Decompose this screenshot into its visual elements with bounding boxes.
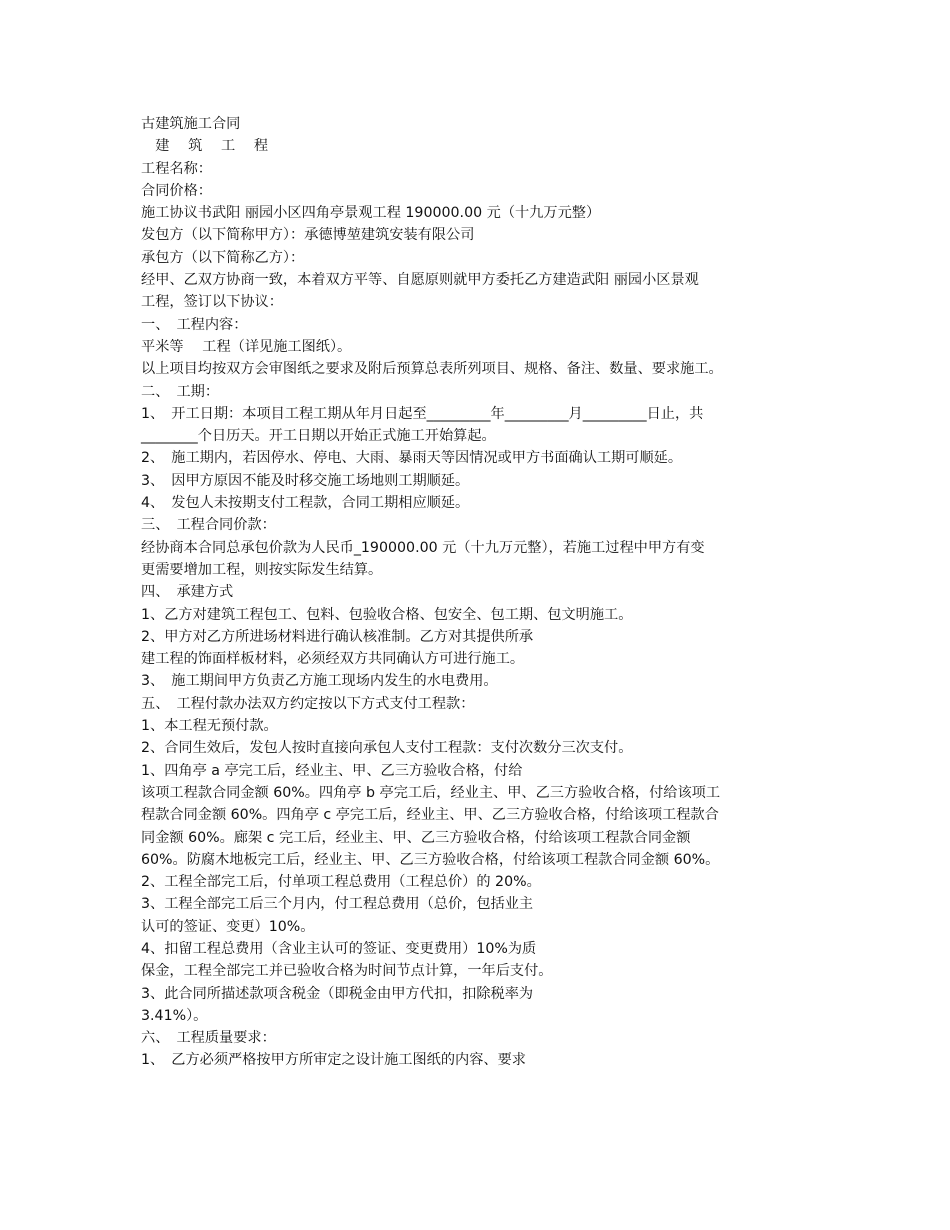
- text-line: 2、甲方对乙方所进场材料进行确认核准制。乙方对其提供所承: [141, 628, 534, 645]
- text-line: 1、 开工日期：本项目工程工期从年月日起至_________年_________月_________日止，共: [141, 405, 704, 422]
- document-body: [141, 113, 816, 1072]
- text-line: 60%。防腐木地板完工后，经业主、甲、乙三方验收合格，付给该项工程款合同金额 60%。: [141, 851, 720, 868]
- text-line: 经甲、乙双方协商一致，本着双方平等、自愿原则就甲方委托乙方建造武阳 丽园小区景观: [141, 272, 699, 289]
- text-line: 保金，工程全部完工并已验收合格为时间节点计算，一年后支付。: [141, 963, 553, 980]
- section-heading: 六、 工程质量要求：: [141, 1030, 276, 1047]
- text-line: 3、 因甲方原因不能及时移交施工场地则工期顺延。: [141, 472, 470, 489]
- text-line: 以上项目均按双方会审图纸之要求及附后预算总表所列项目、规格、备注、数量、要求施工。: [141, 361, 723, 378]
- section-heading: 三、 工程合同价款：: [141, 517, 276, 534]
- text-line: 建工程的饰面样板材料，必须经双方共同确认方可进行施工。: [141, 651, 525, 668]
- text-line: 2、工程全部完工后，付单项工程总费用（工程总价）的 20%。: [141, 874, 541, 891]
- document-title: 古建筑施工合同: [141, 116, 241, 132]
- text-line: ________个日历天。开工日期以开始正式施工开始算起。: [141, 428, 496, 445]
- text-line: 程款合同金额 60%。四角亭 c 亭完工后，经业主、甲、乙三方验收合格，付给该项工程款合: [141, 807, 719, 824]
- text-line: 2、 施工期内，若因停水、停电、大雨、暴雨天等因情况或甲方书面确认工期可顺延。: [141, 450, 683, 467]
- text-line: 1、四角亭 a 亭完工后，经业主、甲、乙三方验收合格，付给: [141, 762, 523, 779]
- text-line: 1、乙方对建筑工程包工、包料、包验收合格、包安全、包工期、包文明施工。: [141, 606, 633, 623]
- section-heading: 四、 承建方式: [141, 584, 234, 601]
- text-line: 3、工程全部完工后三个月内，付工程总费用（总价，包括业主: [141, 896, 534, 913]
- text-line: 4、扣留工程总费用（含业主认可的签证、变更费用）10%为质: [141, 940, 537, 957]
- text-line: 经协商本合同总承包价款为人民币_190000.00 元（十九万元整），若施工过程中甲方有变: [141, 539, 705, 556]
- text-line: 施工协议书武阳 丽园小区四角亭景观工程 190000.00 元（十九万元整）: [141, 205, 601, 222]
- text-line: 3、此合同所描述款项含税金（即税金由甲方代扣，扣除税率为: [141, 985, 534, 1002]
- text-line: 承包方（以下简称乙方）：: [141, 249, 305, 266]
- text-line: 工程名称：: [141, 160, 212, 177]
- section-heading: 五、 工程付款办法双方约定按以下方式支付工程款：: [141, 695, 475, 712]
- text-line: 工程，签订以下协议：: [141, 294, 283, 311]
- text-line: 3、 施工期间甲方负责乙方施工现场内发生的水电费用。: [141, 673, 498, 690]
- text-line: 该项工程款合同金额 60%。四角亭 b 亭完工后，经业主、甲、乙三方验收合格，付给该项工: [141, 784, 721, 801]
- text-line: 2、合同生效后，发包人按时直接向承包人支付工程款：支付次数分三次支付。: [141, 740, 633, 757]
- text-line: 合同价格：: [141, 182, 212, 199]
- text-line: 同金额 60%。廊架 c 完工后，经业主、甲、乙三方验收合格，付给该项工程款合同金额: [141, 829, 691, 846]
- text-line: 1、本工程无预付款。: [141, 718, 278, 735]
- text-line: 1、 乙方必须严格按甲方所审定之设计施工图纸的内容、要求: [141, 1052, 526, 1069]
- text-line: 平米等 工程（详见施工图纸）。: [141, 338, 352, 355]
- section-heading: 一、 工程内容：: [141, 316, 248, 333]
- text-line: 更需要增加工程，则按实际发生结算。: [141, 561, 383, 578]
- section-heading: 二、 工期：: [141, 383, 220, 400]
- text-line: 3.41%）。: [141, 1007, 208, 1024]
- text-line: 建 筑 工 程: [141, 138, 269, 155]
- text-line: 认可的签证、变更）10%。: [141, 918, 315, 935]
- text-line: 4、 发包人未按期支付工程款，合同工期相应顺延。: [141, 495, 470, 512]
- text-line: 发包方（以下简称甲方）：承德博堃建筑安装有限公司: [141, 227, 475, 244]
